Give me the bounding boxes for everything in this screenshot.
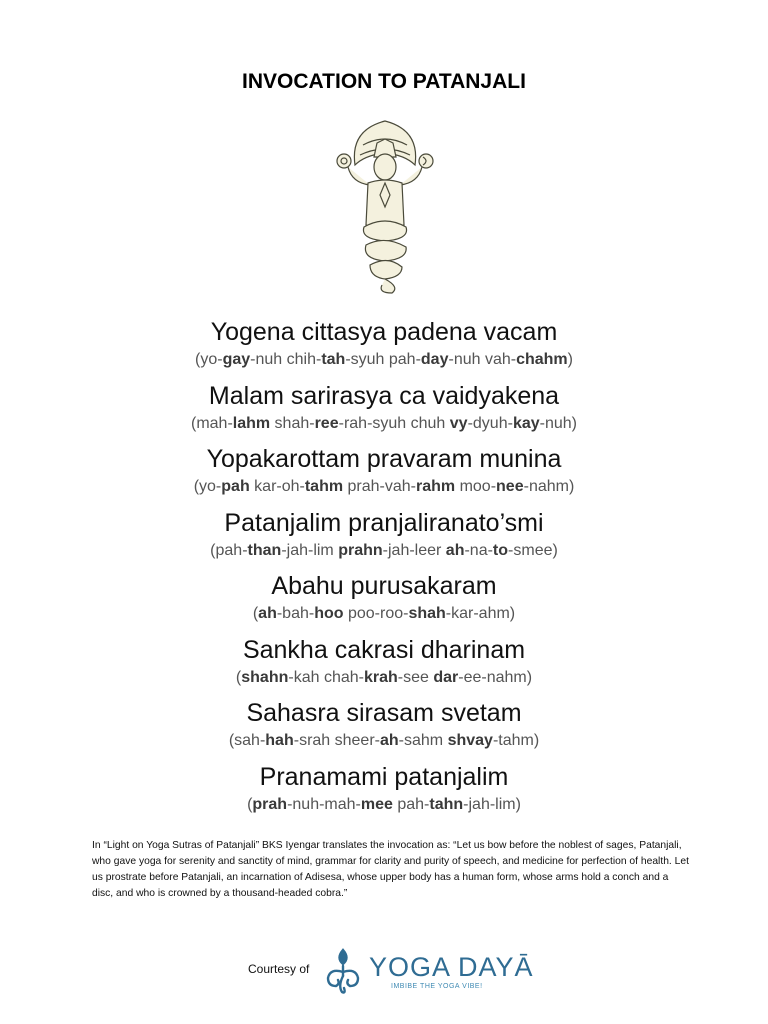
verse-line: Pranamami patanjalim	[259, 762, 509, 791]
verse-pronunciation	[0, 667, 768, 689]
syllable-text: -nuh chih-	[250, 351, 322, 368]
syllable-text: )	[567, 351, 573, 368]
stressed-syllable: ah	[379, 732, 399, 749]
patanjali-illustration	[330, 115, 440, 295]
stressed-syllable: shah	[408, 605, 446, 622]
syllable-text: -sahm	[398, 732, 448, 749]
verse-line: Malam sarirasya ca vaidyakena	[208, 381, 560, 410]
courtesy-label: Courtesy of	[248, 962, 310, 976]
verse	[0, 569, 768, 633]
verse	[0, 506, 768, 570]
stressed-syllable: prah	[252, 795, 288, 813]
syllable-text: (pah-	[210, 541, 248, 559]
syllable-text: (	[252, 605, 259, 622]
stressed-syllable: tahn	[429, 795, 464, 813]
syllable-text: -na-	[464, 541, 493, 559]
verse	[0, 633, 768, 697]
verse	[0, 696, 768, 760]
stressed-syllable: mee	[360, 795, 393, 813]
syllable-text: -dyuh-	[467, 414, 513, 432]
translation-paragraph: In “Light on Yoga Sutras of Patanjali” BKS Iyengar translates the invocation as: “Let us bow before the noblest of sages, Patanjali, who gave yoga for serenity and sanctity of mind, grammar for clarity and purity of speech, and medicine for perfection of health. Let us prostrate before Patanjali, an incarnation of Adisesa, whose upper body has a human form, whose arms hold a conch and a disc, and who is crowned by a thousand-headed cobra.”	[92, 840, 689, 899]
syllable-text: -bah-	[276, 605, 315, 622]
syllable-text: -nuh)	[539, 414, 577, 432]
stressed-syllable: ah	[258, 605, 277, 622]
stressed-syllable: chahm	[516, 351, 568, 368]
syllable-text: -jah-leer	[382, 541, 446, 559]
invocation-verses	[0, 315, 768, 823]
syllable-text: (	[247, 795, 253, 813]
syllable-text: poo-roo-	[343, 605, 409, 622]
brand-tagline: IMBIBE THE YOGA VIBE!	[391, 983, 483, 990]
verse-line: Abahu purusakaram	[271, 572, 497, 600]
stressed-syllable: ree	[314, 414, 339, 432]
syllable-text: (mah-	[190, 414, 233, 432]
syllable-text: (sah-	[228, 732, 266, 749]
verse-pronunciation	[0, 794, 768, 816]
stressed-syllable: shahn	[241, 668, 289, 686]
syllable-text: -smee)	[508, 541, 558, 559]
verse-line: Sahasra sirasam svetam	[246, 699, 522, 727]
stressed-syllable: to	[492, 541, 509, 559]
syllable-text: -srah sheer-	[293, 732, 380, 749]
stressed-syllable: than	[247, 541, 282, 559]
verse	[0, 379, 768, 443]
syllable-text: kar-oh-	[249, 478, 305, 495]
stressed-syllable: kay	[512, 414, 540, 432]
syllable-text: -kar-ahm)	[445, 605, 516, 622]
verse	[0, 442, 768, 506]
verse-pronunciation	[0, 413, 768, 435]
stressed-syllable: gay	[222, 351, 251, 368]
syllable-text: -see	[397, 668, 434, 686]
lotus-logo-icon	[322, 946, 364, 996]
stressed-syllable: pah	[221, 478, 250, 495]
syllable-text: -jah-lim	[281, 541, 339, 559]
syllable-text: (yo-	[195, 351, 223, 368]
syllable-text: shah-	[270, 414, 315, 432]
stressed-syllable: prahn	[338, 541, 383, 559]
stressed-syllable: tahm	[304, 478, 344, 495]
stressed-syllable: nee	[496, 478, 524, 495]
verse-line: Yopakarottam pravaram munina	[206, 445, 562, 473]
verse-line: Sankha cakrasi dharinam	[242, 635, 526, 664]
syllable-text: -rah-syuh chuh	[338, 414, 450, 432]
verse	[0, 315, 768, 379]
verse-line: Yogena cittasya padena vacam	[210, 318, 558, 346]
verse-pronunciation	[0, 540, 768, 562]
stressed-syllable: dar	[433, 668, 459, 686]
stressed-syllable: ah	[445, 541, 465, 559]
syllable-text: -ee-nahm)	[458, 668, 533, 686]
syllable-text: -jah-lim)	[463, 795, 521, 813]
syllable-text: -syuh pah-	[345, 351, 421, 368]
stressed-syllable: hah	[265, 732, 294, 749]
stressed-syllable: day	[420, 351, 449, 368]
stressed-syllable: hoo	[314, 605, 344, 622]
stressed-syllable: lahm	[232, 414, 271, 432]
stressed-syllable: krah	[363, 668, 398, 686]
footer	[0, 940, 768, 1000]
syllable-text: -nahm)	[523, 478, 575, 495]
verse-pronunciation	[0, 730, 768, 752]
syllable-text: prah-vah-	[343, 478, 416, 495]
syllable-text: -tahm)	[492, 732, 540, 749]
stressed-syllable: rahm	[416, 478, 456, 495]
verse-line: Patanjalim pranjaliranato’smi	[224, 508, 544, 537]
stressed-syllable: shvay	[447, 732, 493, 749]
verse-pronunciation	[0, 603, 768, 625]
syllable-text: -kah chah-	[288, 668, 364, 686]
brand-name: YOGA DAYĀ	[369, 952, 534, 982]
syllable-text: -nuh-mah-	[287, 795, 361, 813]
verse-pronunciation	[0, 349, 768, 371]
stressed-syllable: tah	[321, 351, 346, 368]
verse-pronunciation	[0, 476, 768, 498]
verse	[0, 760, 768, 824]
syllable-text: (yo-	[193, 478, 222, 495]
syllable-text: (	[235, 668, 242, 686]
syllable-text: pah-	[392, 795, 430, 813]
stressed-syllable: vy	[449, 414, 468, 432]
syllable-text: moo-	[455, 478, 497, 495]
page-title: INVOCATION TO PATANJALI	[242, 70, 526, 93]
syllable-text: -nuh vah-	[448, 351, 517, 368]
